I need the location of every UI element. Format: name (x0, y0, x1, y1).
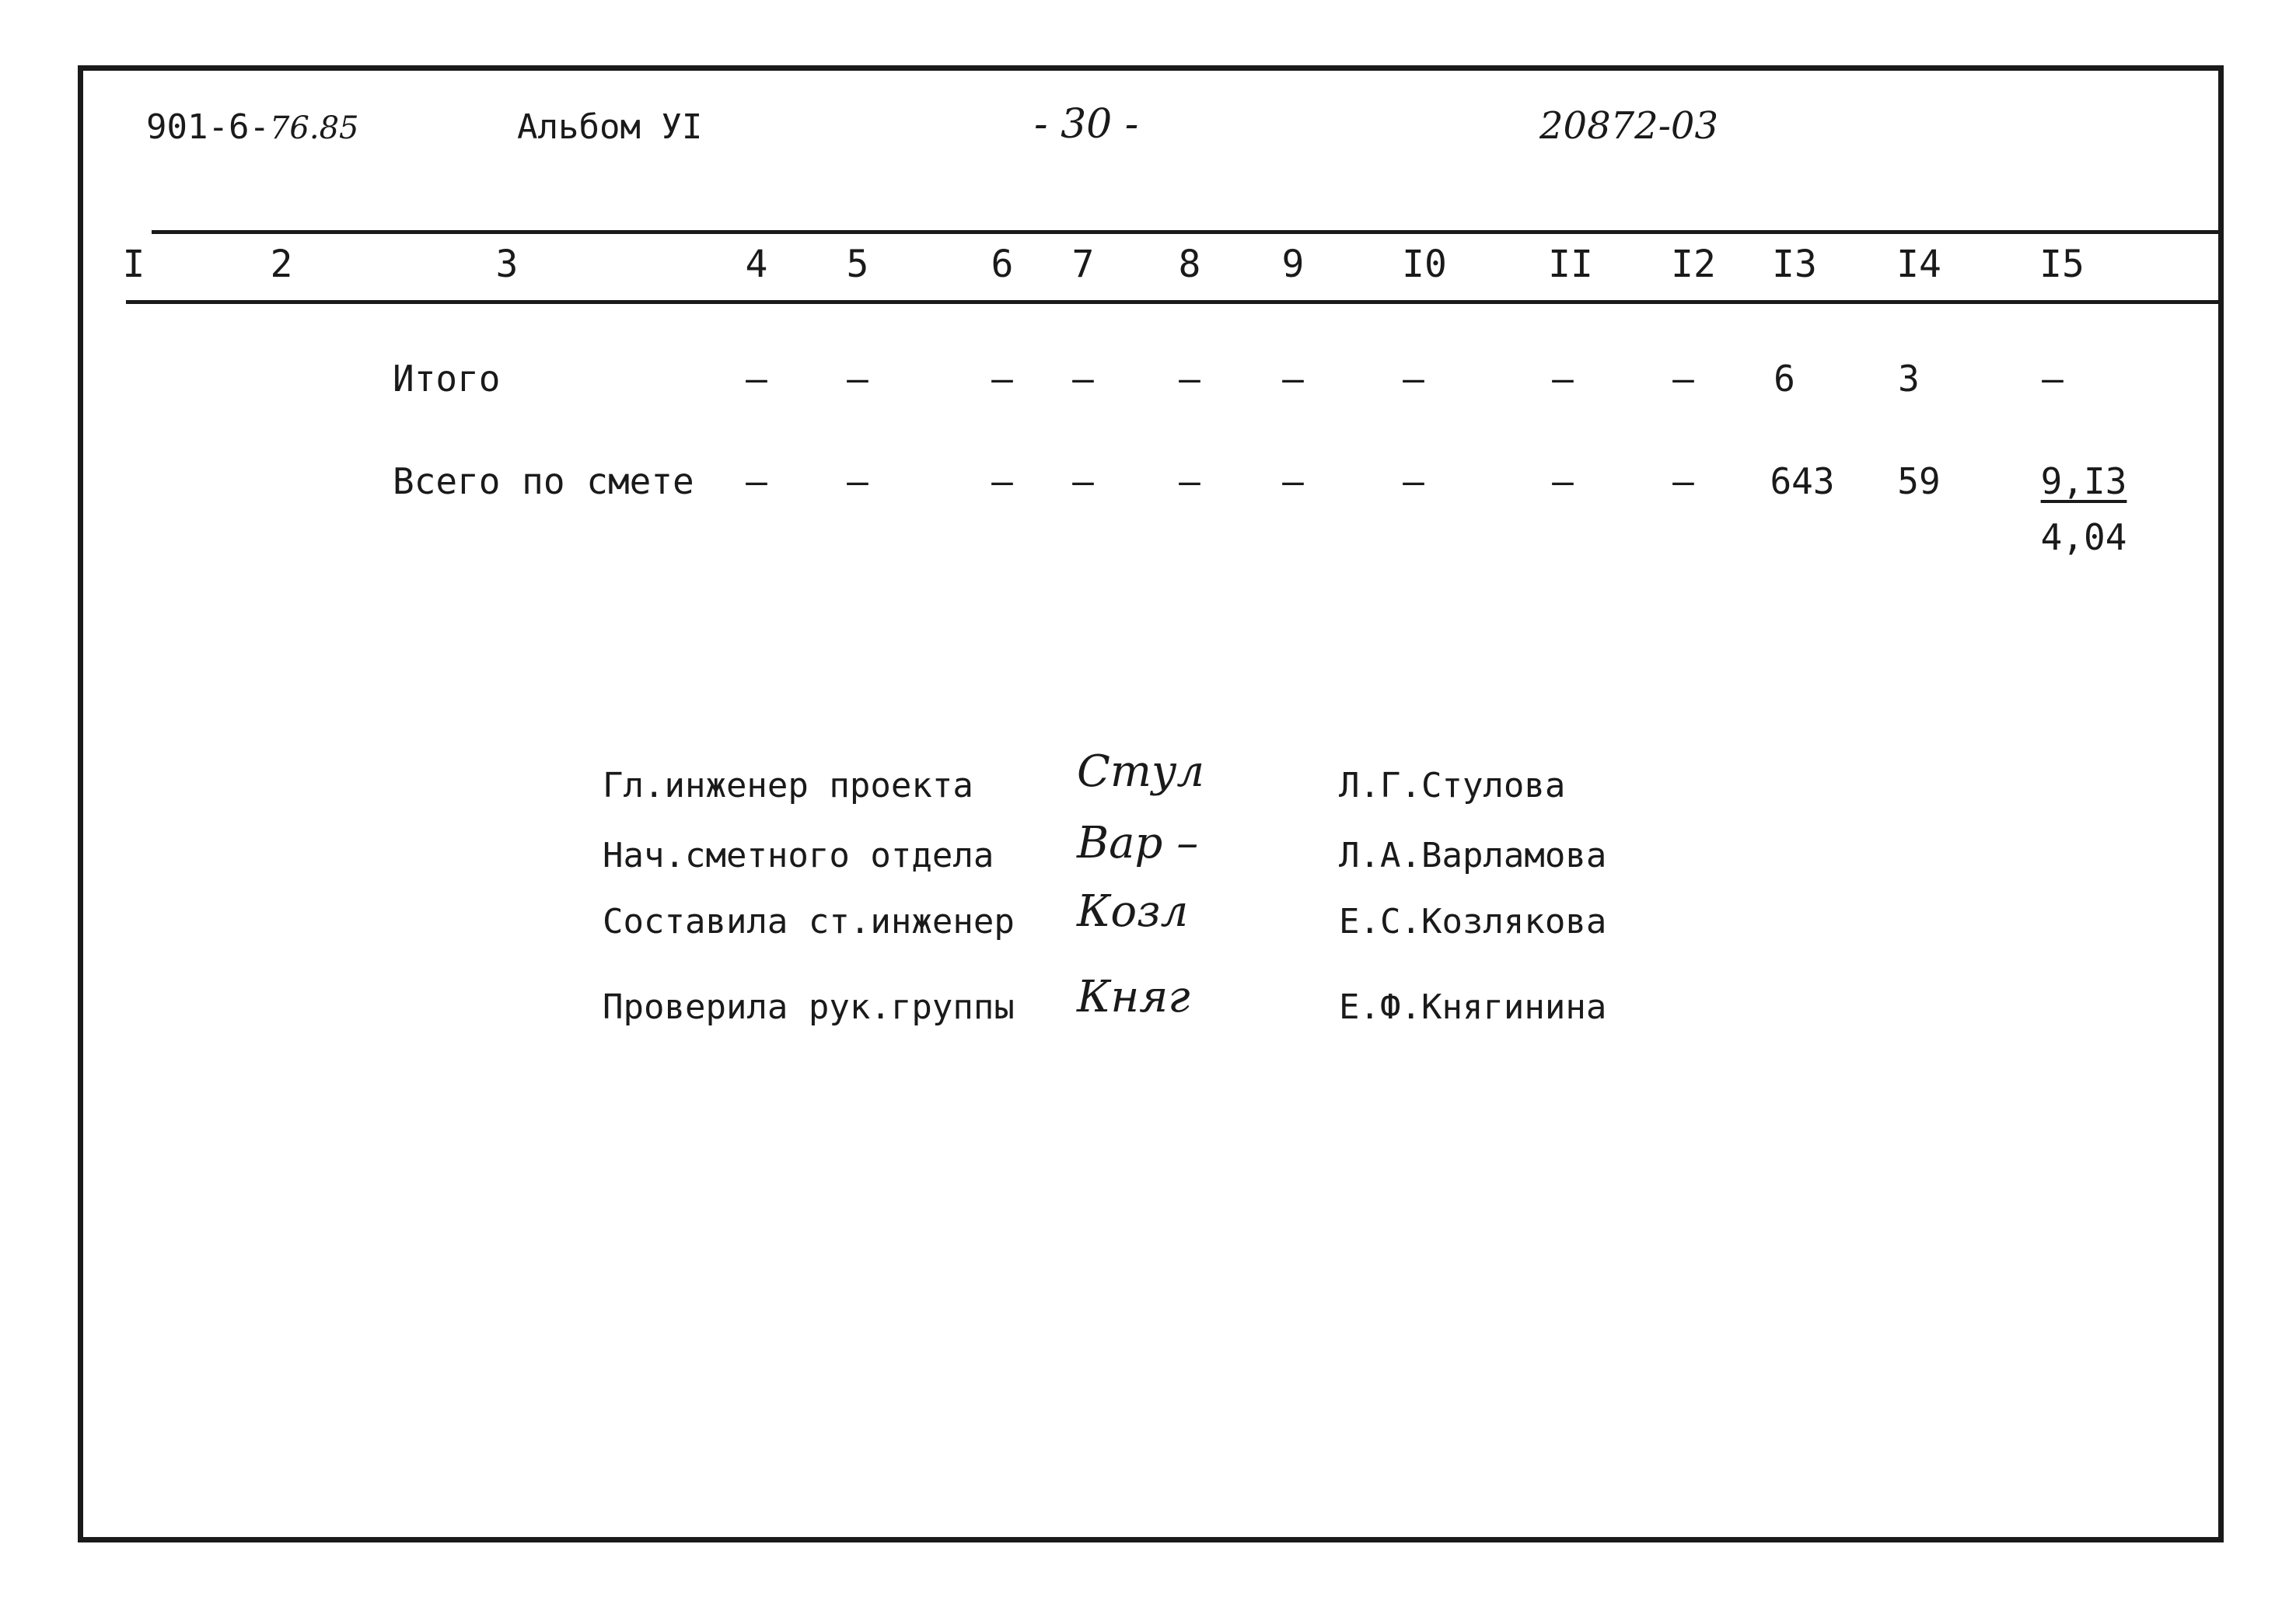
page-number: - 30 - (1034, 101, 1139, 148)
column-number-13: I3 (1772, 243, 1817, 286)
signature-mark: Княг (1077, 972, 1190, 1022)
table-cell: – (1072, 358, 1094, 400)
table-cell: – (1282, 460, 1304, 502)
column-number-1: I (122, 243, 145, 286)
table-cell: – (1072, 460, 1094, 502)
column-number-2: 2 (270, 243, 293, 286)
column-number-3: 3 (495, 243, 519, 286)
table-cell: – (1282, 358, 1304, 400)
table-cell: 59 (1897, 460, 1941, 502)
table-cell: – (746, 460, 767, 502)
column-number-11: II (1548, 243, 1593, 286)
table-cell: 3 (1898, 358, 1920, 400)
row-label-itogo: Итого (393, 358, 501, 400)
doc-code-handwritten: 76.85 (269, 110, 359, 146)
table-cell: – (1672, 358, 1694, 400)
table-cell: – (991, 358, 1013, 400)
table-cell: – (2042, 358, 2064, 400)
doc-code: 901-6-76.85 (146, 107, 359, 147)
table-cell: – (847, 358, 868, 400)
signature-title: Проверила рук.группы (603, 987, 1015, 1027)
signature-title: Составила ст.инженер (603, 902, 1015, 941)
row-label-vsego: Всего по смете (393, 460, 694, 502)
page-frame (78, 65, 2224, 1542)
column-number-4: 4 (745, 243, 768, 286)
column-number-12: I2 (1671, 243, 1716, 286)
table-cell: – (1179, 358, 1200, 400)
column-number-15: I5 (2039, 243, 2085, 286)
signature-mark: Козл (1077, 886, 1189, 937)
signature-title: Гл.инженер проекта (603, 766, 973, 805)
order-number: 20872-03 (1539, 104, 1718, 148)
column-number-6: 6 (991, 243, 1014, 286)
column-number-5: 5 (846, 243, 869, 286)
table-cell: – (1403, 358, 1424, 400)
table-cell: – (746, 358, 767, 400)
fraction-bottom: 4,04 (2040, 516, 2127, 558)
table-top-rule (152, 230, 2220, 234)
table-cell: 643 (1770, 460, 1835, 502)
fraction-top: 9,I3 (2040, 460, 2127, 502)
table-cell: – (1179, 460, 1200, 502)
signature-name: Е.Ф.Княгинина (1339, 987, 1607, 1027)
signature-mark: Стул (1077, 746, 1205, 797)
signature-name: Л.А.Варламова (1339, 836, 1607, 875)
table-cell: – (991, 460, 1013, 502)
column-number-14: I4 (1896, 243, 1941, 286)
signature-name: Л.Г.Стулова (1339, 766, 1566, 805)
table-cell: – (1552, 358, 1574, 400)
column-number-7: 7 (1071, 243, 1095, 286)
signature-mark: Вар – (1077, 818, 1199, 868)
table-cell: – (1672, 460, 1694, 502)
signature-name: Е.С.Козлякова (1339, 902, 1607, 941)
column-number-10: I0 (1402, 243, 1447, 286)
table-cell: – (1403, 460, 1424, 502)
table-header-bottom-rule (126, 300, 2220, 304)
table-cell: – (847, 460, 868, 502)
table-cell: 6 (1774, 358, 1795, 400)
column-number-9: 9 (1281, 243, 1305, 286)
album-label: Альбом УI (517, 107, 703, 147)
signature-title: Нач.сметного отдела (603, 836, 994, 875)
column-number-8: 8 (1178, 243, 1201, 286)
table-cell: – (1552, 460, 1574, 502)
